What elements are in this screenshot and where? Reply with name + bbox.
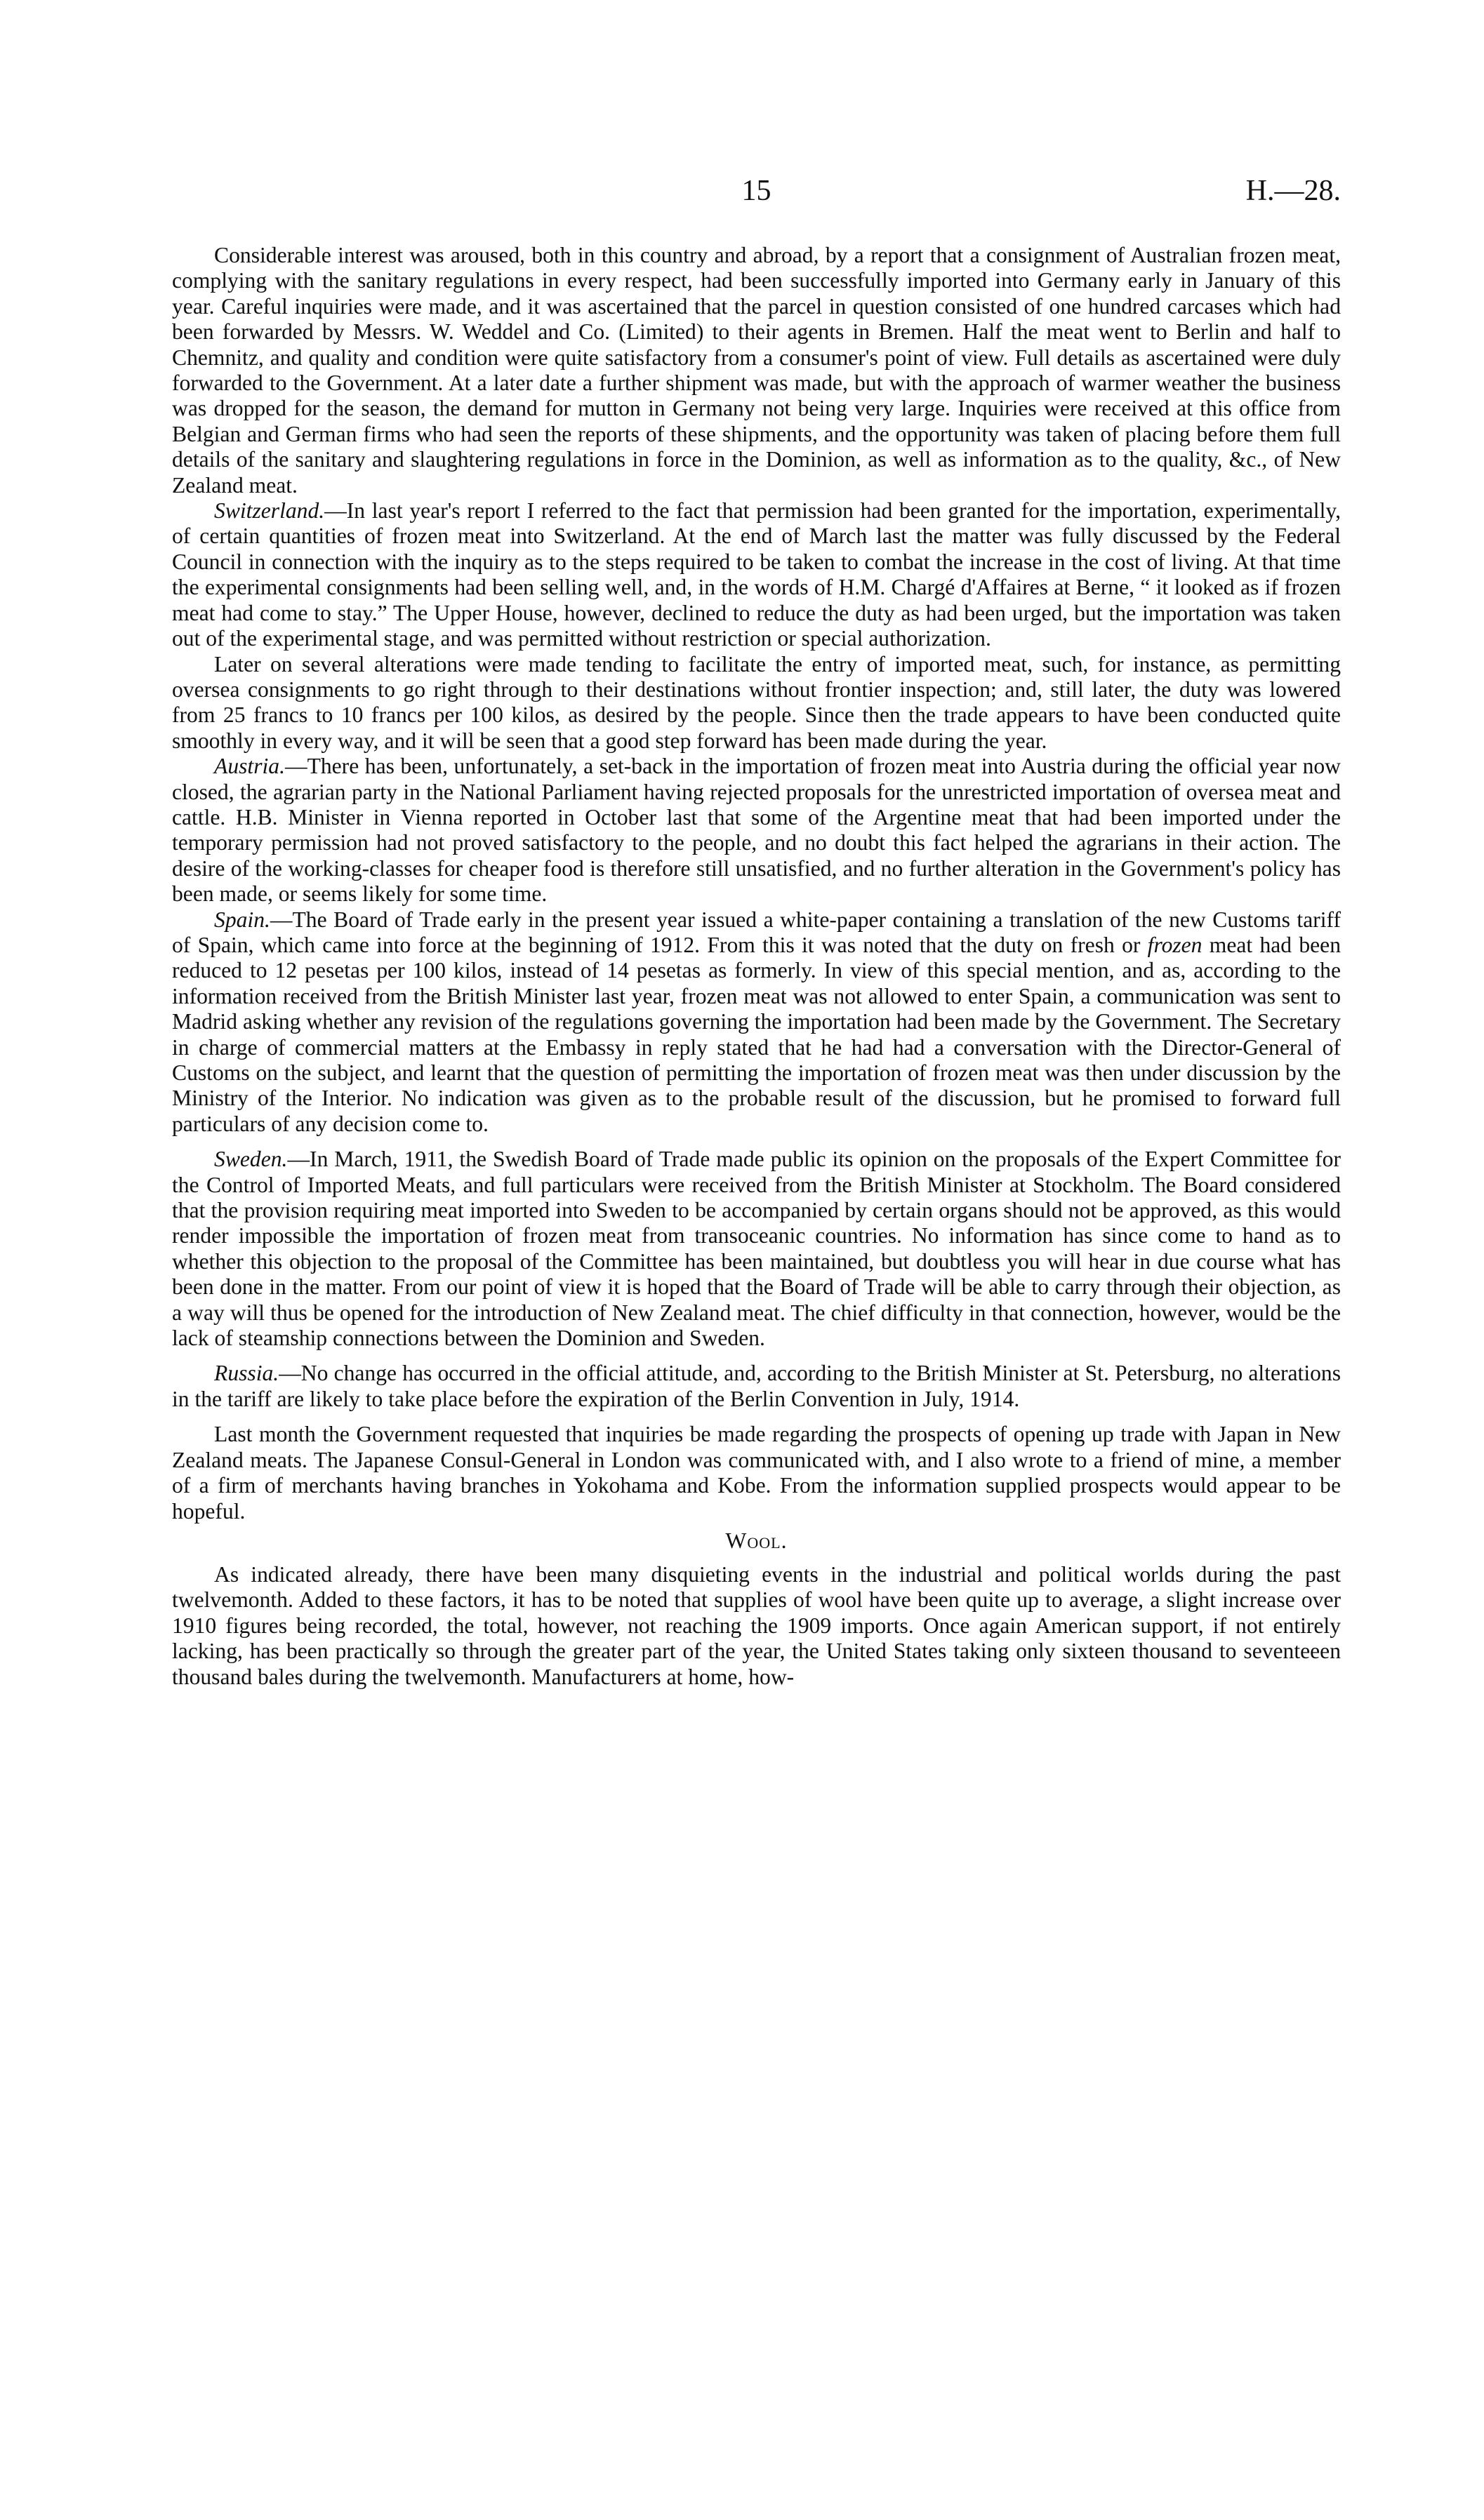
heading-switzerland: Switzerland. [214,498,325,524]
body-text [172,243,1341,1690]
paragraph-wool [172,1562,1341,1690]
paragraph-russia-text: —No change has occurred in the official attitude, and, according to the British Minister at St. Petersburg, no alterations in the tariff are likely to take place before the expiration of the Berlin Convention in July, 1914. [172,1361,1341,1411]
paragraph-spain-emphasis: frozen [1147,932,1203,957]
paragraph-switzerland-text: —In last year's report I referred to the fact that permission had been granted for the importation, experimentally, of certain quantities of frozen meat into Switzerland. At the end of March last the matter was fully discussed by the Federal Council in connection with the inquiry as to the steps required to be taken to combat the increase in the cost of living. At that time the experimental consignments had been selling well, and, in the words of H.M. Chargé d'Affaires at Berne, “ it looked as if frozen meat had come to stay.” The Upper House, however, declined to reduce the duty as had been urged, but the importation was taken out of the experimental stage, and was permitted without restriction or special authorization. [172,498,1341,651]
paragraph-germany-text: Considerable interest was aroused, both in this country and abroad, by a report that a consignment of Australian frozen meat, complying with the sanitary regulations in every respect, had been successfully imported into Germany early in January of this year. Careful inquiries were made, and it was ascertained that the parcel in question consisted of one hundred carcases which had been forwarded by Messrs. W. Weddel and Co. (Limited) to their agents in Bremen. Half the meat went to Berlin and half to Chemnitz, and quality and condition were quite satisfactory from a consumer's point of view. Full details as ascertained were duly forwarded to the Government. At a later date a further shipment was made, but with the approach of warmer weather the business was dropped for the season, the demand for mutton in Germany not being very large. Inquiries were received at this office from Belgian and German firms who had seen the reports of these shipments, and the opportunity was taken of placing before them full details of the sanitary and slaughtering regulations in force in the Dominion, as well as information as to the quality, &c., of New Zealand meat. [172,243,1341,498]
heading-austria: Austria. [214,754,285,779]
paragraph-spain-text-b: meat had been reduced to 12 pesetas per 100 kilos, instead of 14 pesetas as formerly. In view of this special mention, and as, according to the information received from the British Minister last year, frozen meat was not allowed to enter Spain, a communication was sent to Madrid asking whether any revision of the regulations governing the importation had been made by the Government. The Secretary in charge of commercial matters at the Embassy in reply stated that he had had a conversation with the Director-General of Customs on the subject, and learnt that the question of permitting the importation of frozen meat was then under discussion by the Ministry of the Interior. No indication was given as to the probable result of the discussion, but he promised to forward full particulars of any decision come to. [172,932,1341,1136]
paragraph-germany [172,243,1341,498]
paragraph-japan [172,1422,1341,1524]
paragraph-japan-text: Last month the Government requested that inquiries be made regarding the prospects of opening up trade with Japan in New Zealand meats. The Japanese Consul-General in London was communicated with, and I also wrote to a friend of mine, a member of a firm of merchants having branches in Yokohama and Kobe. From the information supplied prospects would appear to be hopeful. [172,1422,1341,1524]
heading-sweden: Sweden. [214,1147,288,1172]
document-reference: H.—28. [1245,175,1341,207]
paragraph-later-text: Later on several alterations were made tending to facilitate the entry of imported meat, such, for instance, as permitting oversea consignments to go right through to their destinations without frontier inspection; and, still later, the duty was lowered from 25 francs to 10 francs per 100 kilos, as desired by the people. Since then the trade appears to have been conducted quite smoothly in every way, and it will be seen that a good step forward has been made during the year. [172,651,1341,753]
paragraph-spain [172,907,1341,1138]
paragraph-sweden [172,1147,1341,1351]
section-heading-wool: Wool. [725,1528,788,1553]
paragraph-austria-text: —There has been, unfortunately, a set-back in the importation of frozen meat into Austria during the official year now closed, the agrarian party in the National Parliament having rejected proposals for the unrestricted importation of oversea meat and cattle. H.B. Minister in Vienna reported in October last that some of the Argentine meat that had been imported under the temporary permission had not proved satisfactory to the people, and no doubt this fact helped the agrarians in their action. The desire of the working-classes for cheaper food is therefore still unsatisfied, and no further alteration in the Government's policy has been made, or seems likely for some time. [172,754,1341,907]
heading-russia: Russia. [214,1361,279,1386]
paragraph-russia [172,1361,1341,1412]
document-page [172,174,1341,1690]
heading-spain: Spain. [214,907,270,932]
page-number: 15 [741,175,771,207]
page-header [172,174,1341,216]
paragraph-spain-text-a: —The Board of Trade early in the present year issued a white-paper containing a translation of the new Customs tariff of Spain, which came into force at the beginning of 1912. From this it was noted that the duty on fresh or [172,907,1341,957]
paragraph-switzerland [172,498,1341,651]
paragraph-austria [172,754,1341,907]
paragraph-sweden-text: —In March, 1911, the Swedish Board of Trade made public its opinion on the proposals of the Expert Committee for the Control of Imported Meats, and full particulars were received from the British Minister at Stockholm. The Board considered that the provision requiring meat imported into Sweden to be accompanied by certain organs should not be approved, as this would render impossible the importation of frozen meat from transoceanic countries. No information has since come to hand as to whether this objection to the proposal of the Committee has been maintained, but doubtless you will hear in due course what has been done in the matter. From our point of view it is hoped that the Board of Trade will be able to carry through their objection, as a way will thus be opened for the introduction of New Zealand meat. The chief difficulty in that connection, however, would be the lack of steamship connections between the Dominion and Sweden. [172,1147,1341,1351]
paragraph-switzerland-later [172,652,1341,754]
paragraph-wool-text: As indicated already, there have been many disquieting events in the industrial and political worlds during the past twelvemonth. Added to these factors, it has to be noted that supplies of wool have been quite up to average, a slight increase over 1910 figures being recorded, the total, however, not reaching the 1909 imports. Once again American support, if not entirely lacking, has been practically so through the greater part of the year, the United States taking only sixteen thousand to seventeeen thousand bales during the twelvemonth. Manufacturers at home, how- [172,1561,1341,1689]
